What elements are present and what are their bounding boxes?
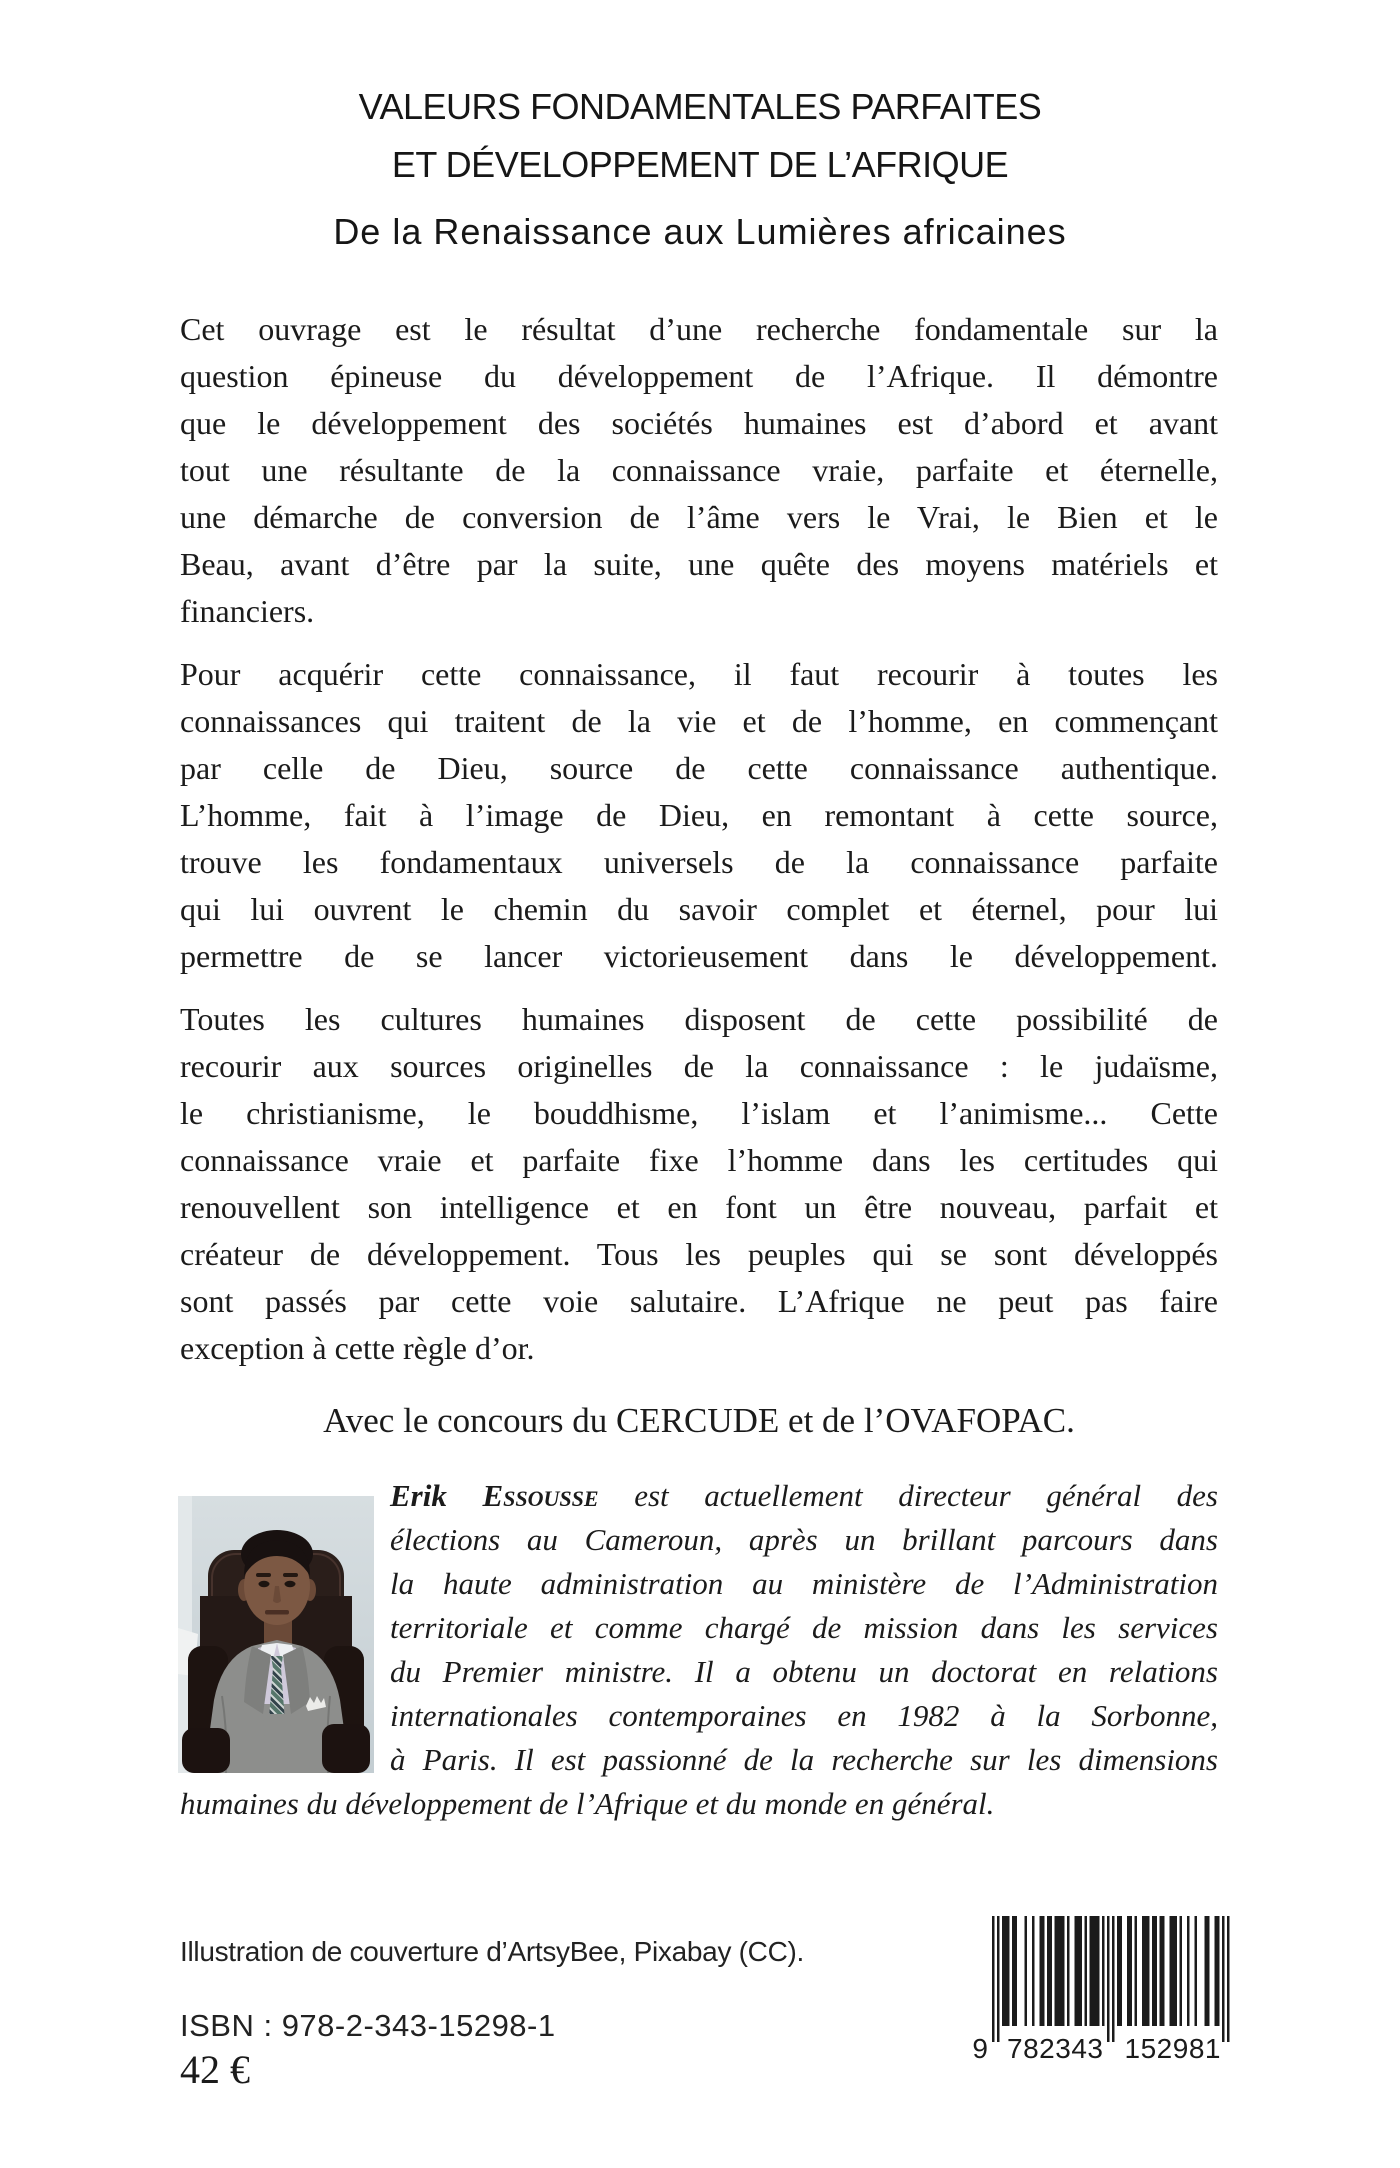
synopsis-line: trouve les fondamentaux universels de la connaissance parfaite	[180, 844, 1218, 880]
synopsis-line: Toutes les cultures humaines disposent de cette possibilité de	[180, 1001, 1218, 1037]
author-bio-line: la haute administration au ministère de l’Administration	[390, 1566, 1218, 1601]
author-bio-line: Erik Essousse est actuellement directeur général des	[390, 1478, 1218, 1513]
synopsis-line: une démarche de conversion de l’âme vers le Vrai, le Bien et le	[180, 499, 1218, 535]
synopsis-line: financiers.	[180, 593, 315, 629]
author-name: Erik Essousse	[390, 1478, 599, 1513]
synopsis-line: que le développement des sociétés humaines est d’abord et avant	[180, 405, 1218, 441]
author-bio-line: territoriale et comme chargé de mission dans les services	[390, 1610, 1218, 1645]
synopsis-line: L’homme, fait à l’image de Dieu, en remontant à cette source,	[180, 797, 1218, 833]
cover-illustration-credit: Illustration de couverture d’ArtsyBee, Pixabay (CC).	[180, 1936, 804, 1967]
synopsis-paragraph	[180, 306, 1218, 635]
synopsis-paragraph	[180, 651, 1218, 980]
synopsis-line: connaissances qui traitent de la vie et de l’homme, en commençant	[180, 703, 1218, 739]
author-bio-last-line: humaines du développement de l’Afrique et du monde en général.	[180, 1786, 995, 1821]
barcode-bars	[992, 1916, 1230, 2042]
author-bio-line: à Paris. Il est passionné de la recherche sur les dimensions	[390, 1742, 1218, 1777]
author-bio	[390, 1474, 1218, 1782]
isbn-text: ISBN : 978-2-343-15298-1	[180, 2008, 556, 2043]
synopsis	[180, 306, 1218, 1388]
photo-person-tie	[271, 1656, 283, 1668]
synopsis-line: Beau, avant d’être par la suite, une quête des moyens matériels et	[180, 546, 1218, 582]
synopsis-line: qui lui ouvrent le chemin du savoir complet et éternel, pour lui	[180, 891, 1218, 927]
synopsis-line: créateur de développement. Tous les peuples qui se sont développés	[180, 1236, 1218, 1272]
synopsis-paragraph	[180, 996, 1218, 1372]
synopsis-line: connaissance vraie et parfaite fixe l’homme dans les certitudes qui	[180, 1142, 1218, 1178]
synopsis-line: permettre de se lancer victorieusement dans le développement.	[180, 938, 1218, 974]
price-text: 42 €	[180, 2047, 250, 2092]
synopsis-line: le christianisme, le bouddhisme, l’islam et l’animisme... Cette	[180, 1095, 1218, 1131]
barcode-digits-left: 782343	[1007, 2033, 1103, 2064]
author-bio-line: élections au Cameroun, après un brillant parcours dans	[390, 1522, 1218, 1557]
synopsis-line: Cet ouvrage est le résultat d’une recherche fondamentale sur la	[180, 311, 1218, 347]
book-title-line-1: VALEURS FONDAMENTALES PARFAITES	[358, 86, 1042, 127]
author-photo	[178, 1496, 374, 1773]
synopsis-line: sont passés par cette voie salutaire. L’Afrique ne peut pas faire	[180, 1283, 1218, 1319]
synopsis-line: Pour acquérir cette connaissance, il faut recourir à toutes les	[180, 656, 1218, 692]
book-subtitle: De la Renaissance aux Lumières africaines	[333, 211, 1067, 252]
barcode-digits-right: 152981	[1124, 2033, 1221, 2064]
synopsis-line: tout une résultante de la connaissance vraie, parfaite et éternelle,	[180, 452, 1218, 488]
synopsis-line: par celle de Dieu, source de cette connaissance authentique.	[180, 750, 1218, 786]
synopsis-line: question épineuse du développement de l’Afrique. Il démontre	[180, 358, 1218, 394]
author-bio-line: du Premier ministre. Il a obtenu un doctorat en relations	[390, 1654, 1218, 1689]
synopsis-line: recourir aux sources originelles de la connaissance : le judaïsme,	[180, 1048, 1218, 1084]
ean13-barcode	[966, 1914, 1240, 2066]
book-title-line-2: ET DÉVELOPPEMENT DE L’AFRIQUE	[391, 144, 1009, 185]
synopsis-line: exception à cette règle d’or.	[180, 1330, 535, 1366]
author-bio-line: internationales contemporaines en 1982 à la Sorbonne,	[390, 1698, 1218, 1733]
acknowledgement-line: Avec le concours du CERCUDE et de l’OVAFOPAC.	[323, 1401, 1075, 1440]
synopsis-line: renouvellent son intelligence et en font un être nouveau, parfait et	[180, 1189, 1218, 1225]
barcode-digit-first: 9	[972, 2033, 988, 2064]
